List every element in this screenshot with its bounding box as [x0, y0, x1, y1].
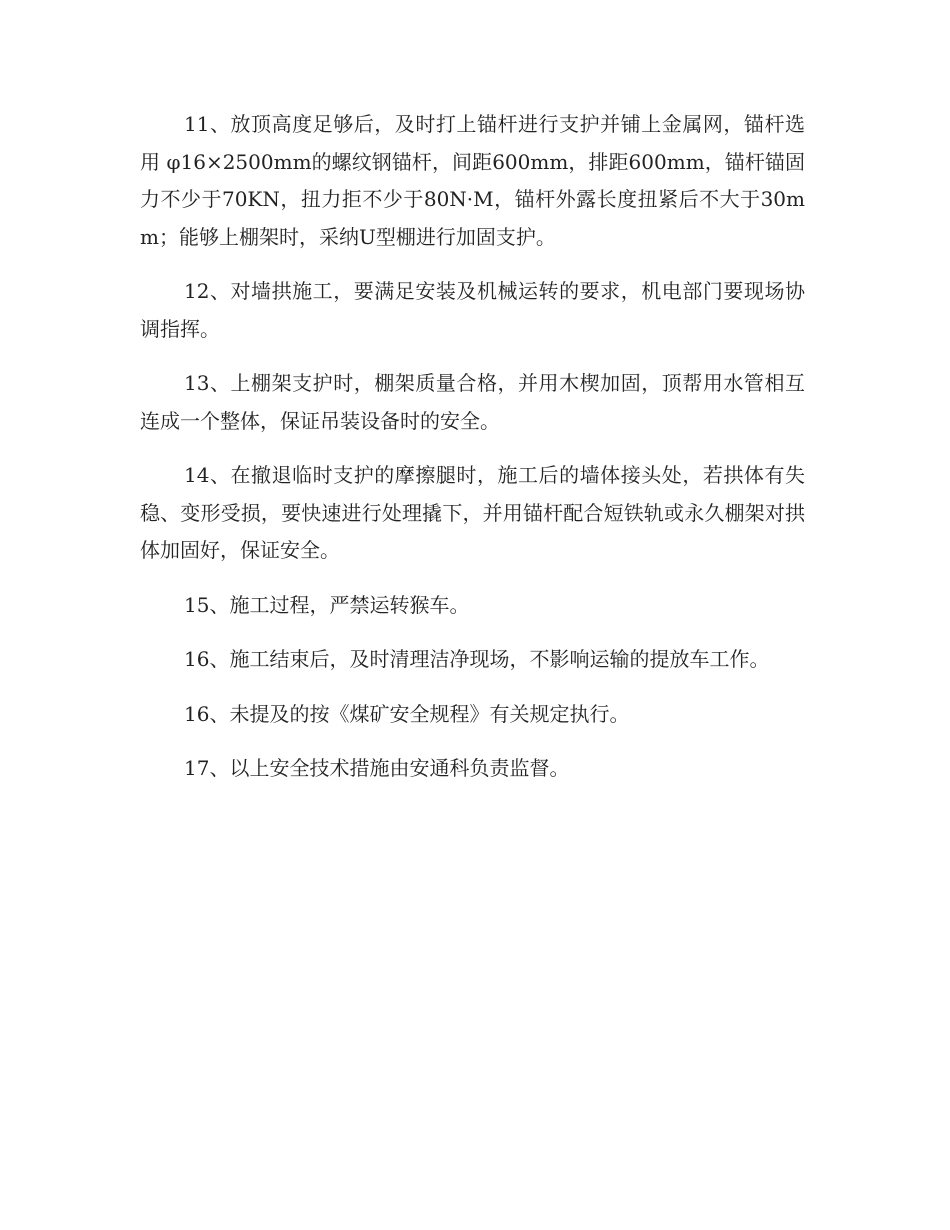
paragraph-item-13: 13、上棚架支护时，棚架质量合格，并用木楔加固，顶帮用水管相互连成一个整体，保证吊装设备时的安全。: [140, 371, 805, 433]
paragraph-item-14: 14、在撤退临时支护的摩擦腿时，施工后的墙体接头处，若拱体有失稳、变形受损，要快速进行处理撬下，并用锚杆配合短铁轨或永久棚架对拱体加固好，保证安全。: [140, 463, 805, 562]
paragraph-item-16b: 16、未提及的按《煤矿安全规程》有关规定执行。: [184, 701, 630, 726]
document-body: [140, 106, 805, 805]
paragraph-item-12: 12、对墙拱施工，要满足安装及机械运转的要求，机电部门要现场协调指挥。: [140, 279, 805, 341]
paragraph-item-11: 11、放顶高度足够后，及时打上锚杆进行支护并铺上金属网，锚杆选用 φ16×2500mm的螺纹钢锚杆，间距600mm，排距600mm，锚杆锚固力不少于70KN，扭力拒不少于80N·M，锚杆外露长度扭紧后不大于30mm；能够上棚架时，采纳U型棚进行加固支护。: [140, 112, 805, 249]
paragraph-item-15: 15、施工过程，严禁运转猴车。: [184, 592, 470, 617]
paragraph-item-17: 17、以上安全技术措施由安通科负责监督。: [184, 756, 570, 780]
paragraph-item-16a: 16、施工结束后，及时清理洁净现场，不影响运输的提放车工作。: [184, 647, 770, 671]
